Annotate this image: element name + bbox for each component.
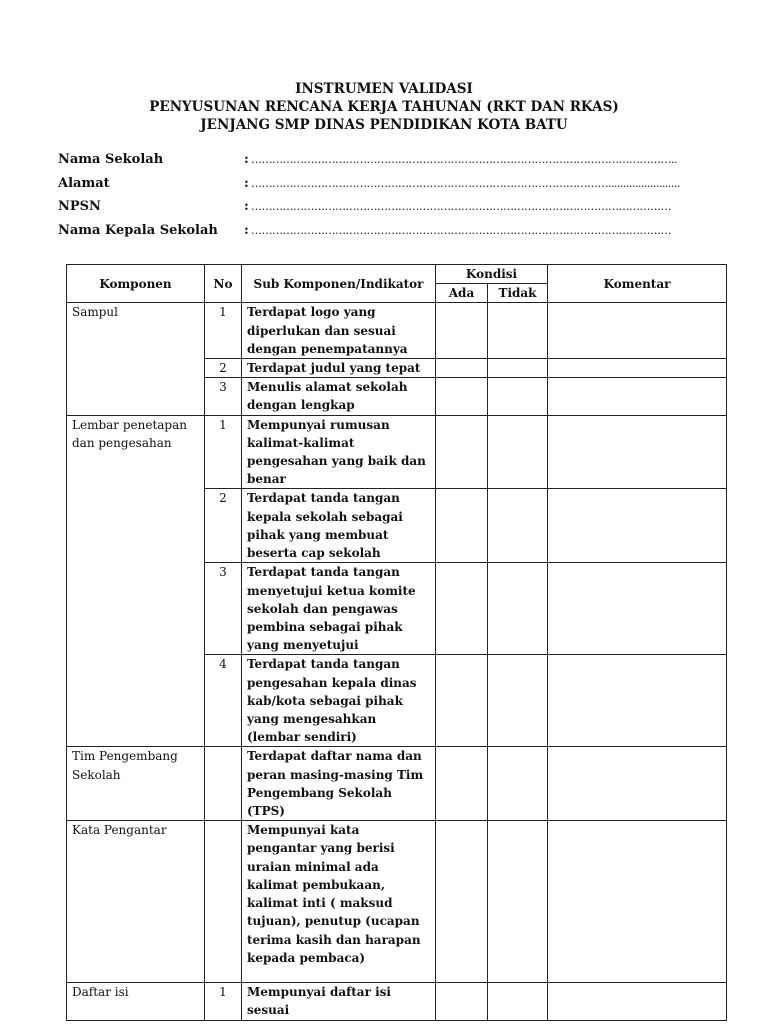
indicator-cell: Terdapat tanda tangan pengesahan kepala dinas kab/kota sebagai pihak yang mengesahkan (lembar sendiri) <box>242 655 436 747</box>
component-cell: Lembar penetapan dan pengesahan <box>67 415 205 747</box>
table-row <box>67 821 727 983</box>
item-number: 1 <box>205 415 242 489</box>
component-cell: Daftar isi <box>67 983 205 1020</box>
tidak-cell[interactable] <box>488 747 548 821</box>
tidak-cell[interactable] <box>488 563 548 655</box>
comment-cell[interactable] <box>548 489 727 563</box>
header-sub-komponen: Sub Komponen/Indikator <box>242 265 436 303</box>
indicator-cell: Terdapat daftar nama dan peran masing-masing Tim Pengembang Sekolah (TPS) <box>242 747 436 821</box>
comment-cell[interactable] <box>548 378 727 415</box>
table-row <box>67 303 727 359</box>
table-row <box>67 415 727 489</box>
ada-cell[interactable] <box>436 563 488 655</box>
item-number <box>205 821 242 983</box>
field-value: …………………………………………………………………………………………........................ <box>251 176 680 190</box>
indicator-cell: Terdapat logo yang diperlukan dan sesuai dengan penempatannya <box>242 303 436 359</box>
header-ada: Ada <box>436 284 488 303</box>
ada-cell[interactable] <box>436 303 488 359</box>
tidak-cell[interactable] <box>488 378 548 415</box>
ada-cell[interactable] <box>436 378 488 415</box>
tidak-cell[interactable] <box>488 359 548 378</box>
header-no: No <box>205 265 242 303</box>
item-number: 3 <box>205 563 242 655</box>
indicator-cell: Terdapat tanda tangan menyetujui ketua komite sekolah dan pengawas pembina sebagai pihak yang menyetujui <box>242 563 436 655</box>
ada-cell[interactable] <box>436 821 488 983</box>
table-row <box>67 983 727 1020</box>
item-number: 4 <box>205 655 242 747</box>
ada-cell[interactable] <box>436 415 488 489</box>
item-number: 2 <box>205 359 242 378</box>
field-colon: : <box>244 152 249 167</box>
field-value: ………………………………………………………………………………………………………… <box>251 200 671 213</box>
field-colon: : <box>244 222 249 238</box>
title-line-1: INSTRUMEN VALIDASI <box>295 81 473 97</box>
item-number: 1 <box>205 303 242 359</box>
validation-table <box>66 264 727 1021</box>
component-cell: Kata Pengantar <box>67 821 205 983</box>
field-label: Nama Kepala Sekolah <box>58 222 218 238</box>
field-colon: : <box>244 175 249 191</box>
indicator-cell: Menulis alamat sekolah dengan lengkap <box>242 378 436 415</box>
tidak-cell[interactable] <box>488 821 548 983</box>
field-label: Alamat <box>58 175 110 191</box>
component-cell: Tim Pengembang Sekolah <box>67 747 205 821</box>
ada-cell[interactable] <box>436 655 488 747</box>
tidak-cell[interactable] <box>488 655 548 747</box>
item-number: 2 <box>205 489 242 563</box>
table-row <box>67 747 727 821</box>
field-label: Nama Sekolah <box>58 152 164 167</box>
header-komentar: Komentar <box>548 265 727 303</box>
tidak-cell[interactable] <box>488 983 548 1020</box>
ada-cell[interactable] <box>436 747 488 821</box>
document-title <box>0 80 768 134</box>
ada-cell[interactable] <box>436 359 488 378</box>
item-number <box>205 747 242 821</box>
title-line-2: PENYUSUNAN RENCANA KERJA TAHUNAN (RKT DAN RKAS) <box>149 99 619 115</box>
comment-cell[interactable] <box>548 563 727 655</box>
comment-cell[interactable] <box>548 359 727 378</box>
field-value: ………………………………………………………………………………………………………….. <box>251 153 677 166</box>
indicator-cell: Terdapat judul yang tepat <box>242 359 436 378</box>
header-kondisi: Kondisi <box>436 265 548 284</box>
comment-cell[interactable] <box>548 655 727 747</box>
field-label: NPSN <box>58 199 101 214</box>
tidak-cell[interactable] <box>488 303 548 359</box>
indicator-cell: Mempunyai daftar isi sesuai <box>242 983 436 1020</box>
item-number: 3 <box>205 378 242 415</box>
tidak-cell[interactable] <box>488 489 548 563</box>
comment-cell[interactable] <box>548 747 727 821</box>
comment-cell[interactable] <box>548 983 727 1020</box>
comment-cell[interactable] <box>548 415 727 489</box>
comment-cell[interactable] <box>548 303 727 359</box>
comment-cell[interactable] <box>548 821 727 983</box>
indicator-cell: Mempunyai rumusan kalimat-kalimat pengesahan yang baik dan benar <box>242 415 436 489</box>
header-komponen: Komponen <box>67 265 205 303</box>
tidak-cell[interactable] <box>488 415 548 489</box>
ada-cell[interactable] <box>436 983 488 1020</box>
component-cell: Sampul <box>67 303 205 415</box>
indicator-cell: Terdapat tanda tangan kepala sekolah sebagai pihak yang membuat beserta cap sekolah <box>242 489 436 563</box>
item-number: 1 <box>205 983 242 1020</box>
title-line-3: JENJANG SMP DINAS PENDIDIKAN KOTA BATU <box>200 117 568 133</box>
ada-cell[interactable] <box>436 489 488 563</box>
header-tidak: Tidak <box>488 284 548 303</box>
indicator-cell: Mempunyai kata pengantar yang berisi uraian minimal ada kalimat pembukaan, kalimat inti ( maksud tujuan), penutup (ucapan terima kasih dan harapan kepada pembaca) <box>242 821 436 983</box>
field-value: ………………………………………………………………………………………………………… <box>251 223 671 237</box>
field-colon: : <box>244 199 249 214</box>
